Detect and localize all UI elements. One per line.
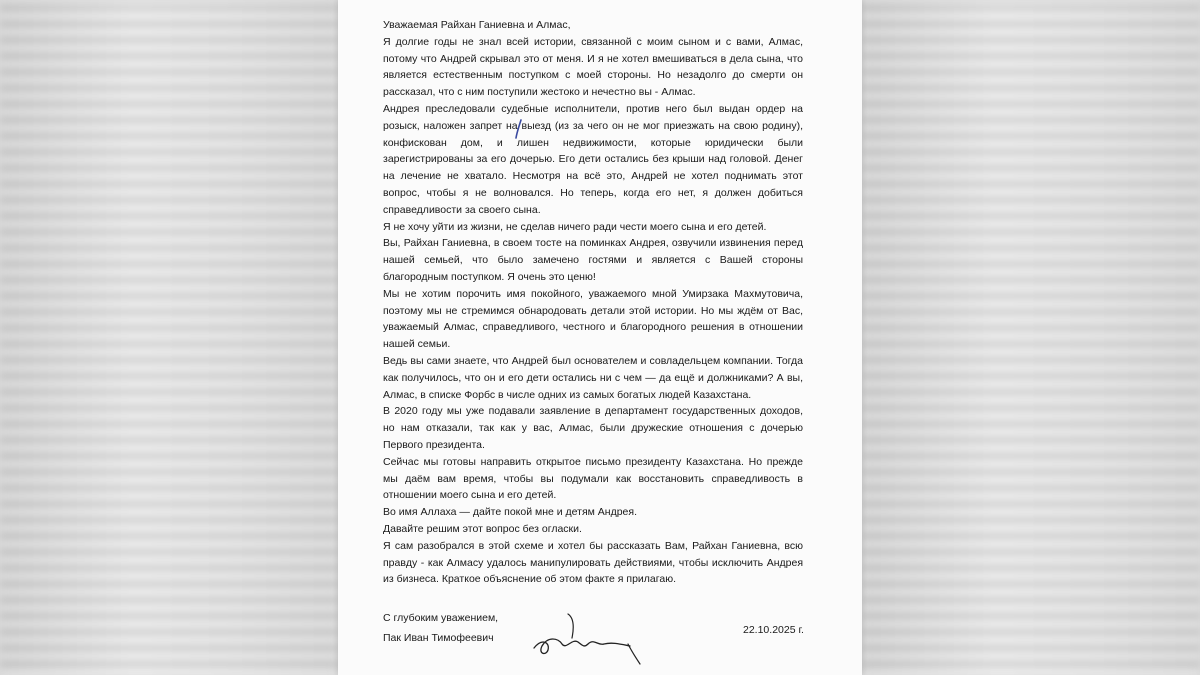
letter-paragraph-6: Ведь вы сами знаете, что Андрей был основателем и совладельцем компании. Тогда как получилось, что он и его дети остались ни с чем — да ещё и должниками? А вы, Алмас, в списке Форбс в числе одних из самых богатых людей Казахстана. bbox=[383, 354, 803, 401]
signer-name: Пак Иван Тимофеевич bbox=[383, 632, 494, 644]
signoff-block bbox=[383, 608, 498, 648]
letter-paragraph-1: Я долгие годы не знал всей истории, связанной с моим сыном и с вами, Алмас, потому что Андрей скрывал это от меня. И я не хотел вмешиваться в дела сына, что является естественным поступком с моей стороны. Но незадолго до смерти он рассказал, что с ним поступили жестоко и нечестно вы - Алмас. bbox=[383, 35, 803, 99]
blurred-background-left bbox=[0, 0, 338, 675]
letter-paragraph-8: Сейчас мы готовы направить открытое письмо президенту Казахстана. Но прежде мы даём вам время, чтобы вы подумали как восстановить справедливость в отношении моего сына и его детей. bbox=[383, 455, 803, 502]
letter-body bbox=[383, 17, 803, 588]
letter-paragraph-2: Андрея преследовали судебные исполнители, против него был выдан ордер на розыск, наложен запрет на выезд (из за чего он не мог приезжать на свою родину), конфискован дом, и лишен недвижимости, которые юридически были зарегистрированы за его дочерью. Его дети остались без крыши над головой. Денег на лечение не хватало. Несмотря на всё это, Андрей не хотел поднимать этот вопрос, чтобы я не волновался. Но теперь, когда его нет, я должен добиться справедливости за своего сына. bbox=[383, 102, 803, 216]
letter-paragraph-9: Во имя Аллаха — дайте покой мне и детям Андрея. bbox=[383, 506, 638, 519]
letter-paragraph-11: Я сам разобрался в этой схеме и хотел бы рассказать Вам, Райхан Ганиевна, всю правду - как Алмасу удалось манипулировать действиями, чтобы исключить Андрея из бизнеса. Краткое объяснение об этом факте я прилагаю. bbox=[383, 539, 803, 586]
letter-greeting: Уважаемая Райхан Ганиевна и Алмас, bbox=[383, 19, 571, 31]
letter-paragraph-7: В 2020 году мы уже подавали заявление в департамент государственных доходов, но нам отказали, так как у вас, Алмас, были дружеские отношения с дочерью Первого президента. bbox=[383, 405, 803, 451]
letter-page bbox=[338, 0, 862, 675]
blurred-background-right bbox=[862, 0, 1200, 675]
letter-paragraph-3: Я не хочу уйти из жизни, не сделав ничего ради чести моего сына и его детей. bbox=[383, 220, 767, 233]
letter-paragraph-10: Давайте решим этот вопрос без огласки. bbox=[383, 522, 582, 535]
letter-date: 22.10.2025 г. bbox=[743, 624, 804, 636]
pen-mark bbox=[513, 118, 525, 140]
closing-text: С глубоким уважением, bbox=[383, 612, 499, 624]
letter-paragraph-5: Мы не хотим порочить имя покойного, уважаемого мной Умирзака Махмутовича, поэтому мы не стремимся обнародовать детали этой истории. Но мы ждём от Вас, уважаемый Алмас, справедливого, честного и благородного решения в отношении нашей семьи. bbox=[383, 287, 803, 351]
letter-paragraph-4: Вы, Райхан Ганиевна, в своем тосте на поминках Андрея, озвучили извинения перед нашей семьей, что было замечено гостями и является с Вашей стороны благородным поступком. Я очень это ценю! bbox=[383, 237, 803, 283]
signature-scribble bbox=[528, 608, 658, 668]
